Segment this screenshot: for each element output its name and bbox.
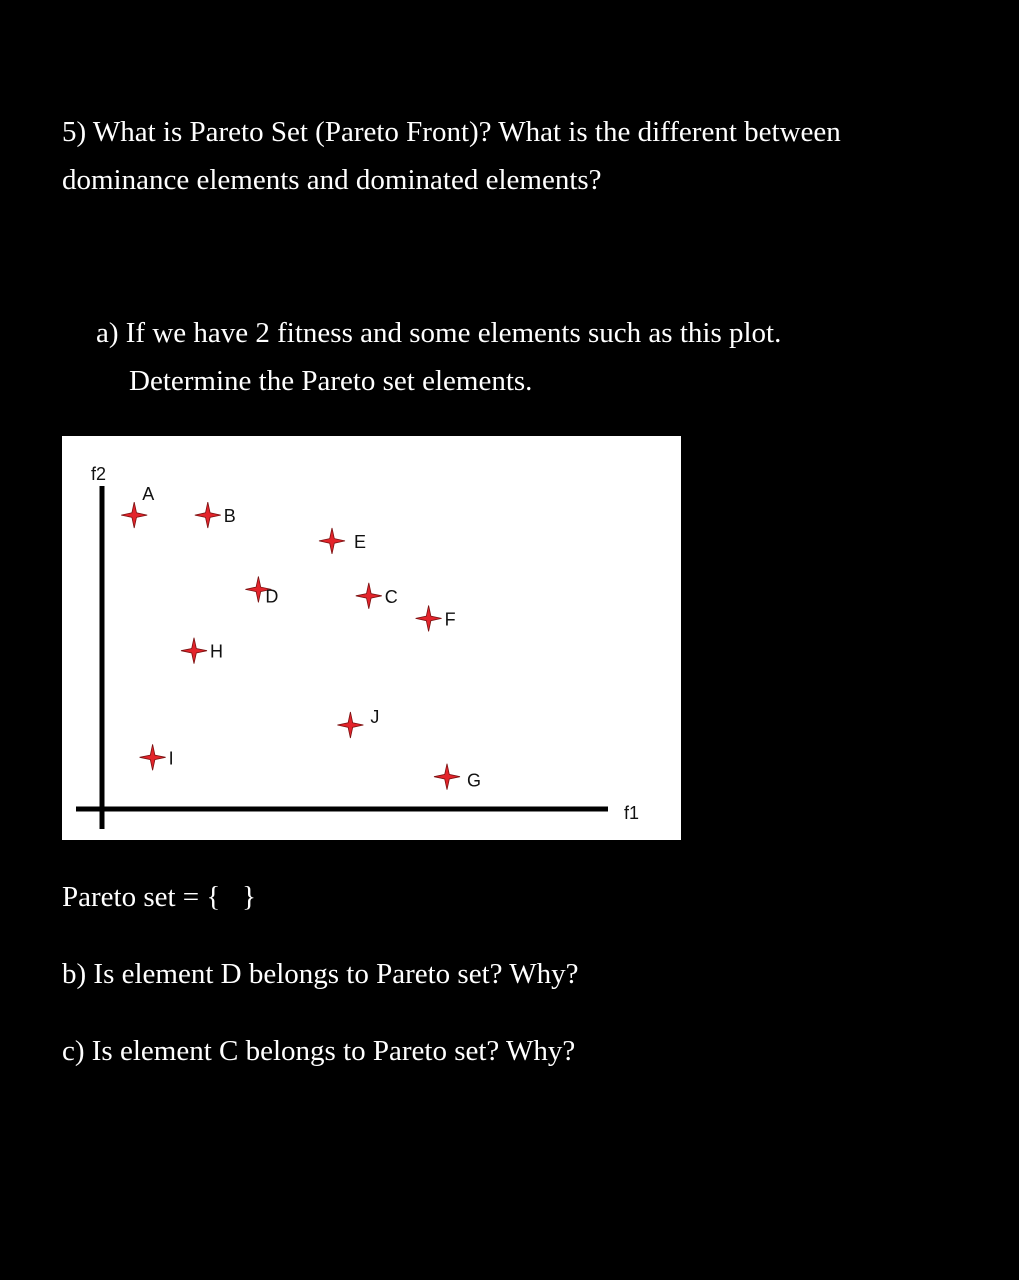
point-label-H: H [210, 641, 223, 662]
question-part-b: b) Is element D belongs to Pareto set? Why? [62, 958, 579, 990]
pareto-set-answer: Pareto set = { } [62, 881, 256, 913]
point-C [356, 583, 398, 609]
point-marker-J [337, 712, 363, 738]
point-marker-F [416, 605, 442, 631]
point-D [245, 576, 278, 606]
pareto-scatter-plot [62, 436, 681, 840]
point-A [121, 484, 154, 528]
point-H [181, 638, 223, 664]
point-label-C: C [384, 586, 398, 607]
point-label-D: D [265, 586, 279, 607]
question-5 [62, 108, 841, 204]
question-part-c: c) Is element C belongs to Pareto set? Why? [62, 1035, 576, 1067]
point-E [319, 528, 366, 554]
point-marker-A [121, 502, 147, 528]
x-axis-label: f1 [624, 803, 640, 823]
point-label-J: J [370, 707, 380, 727]
point-marker-G [434, 764, 460, 790]
part-a-line-2: Determine the Pareto set elements. [129, 365, 533, 397]
point-label-B: B [223, 506, 236, 527]
point-marker-H [181, 638, 207, 664]
point-marker-C [356, 583, 382, 609]
data-points [121, 484, 481, 791]
point-label-A: A [142, 484, 155, 505]
point-marker-B [195, 502, 221, 528]
question-part-a [96, 309, 781, 405]
point-marker-E [319, 528, 345, 554]
point-J [337, 707, 379, 738]
point-F [416, 605, 456, 631]
point-I [140, 744, 174, 770]
part-a-line-1: a) If we have 2 fitness and some elements such as this plot. [96, 317, 782, 349]
question-5-line-2: dominance elements and dominated elements? [62, 164, 602, 196]
point-B [195, 502, 236, 528]
y-axis-label: f2 [91, 464, 107, 484]
point-label-F: F [444, 609, 456, 630]
point-G [434, 764, 481, 791]
point-label-G: G [467, 770, 482, 791]
plot-svg [62, 436, 681, 840]
point-label-E: E [354, 531, 367, 552]
question-5-line-1: 5) What is Pareto Set (Pareto Front)? What is the different between [62, 116, 841, 148]
point-label-I: I [168, 748, 174, 769]
point-marker-I [140, 744, 166, 770]
